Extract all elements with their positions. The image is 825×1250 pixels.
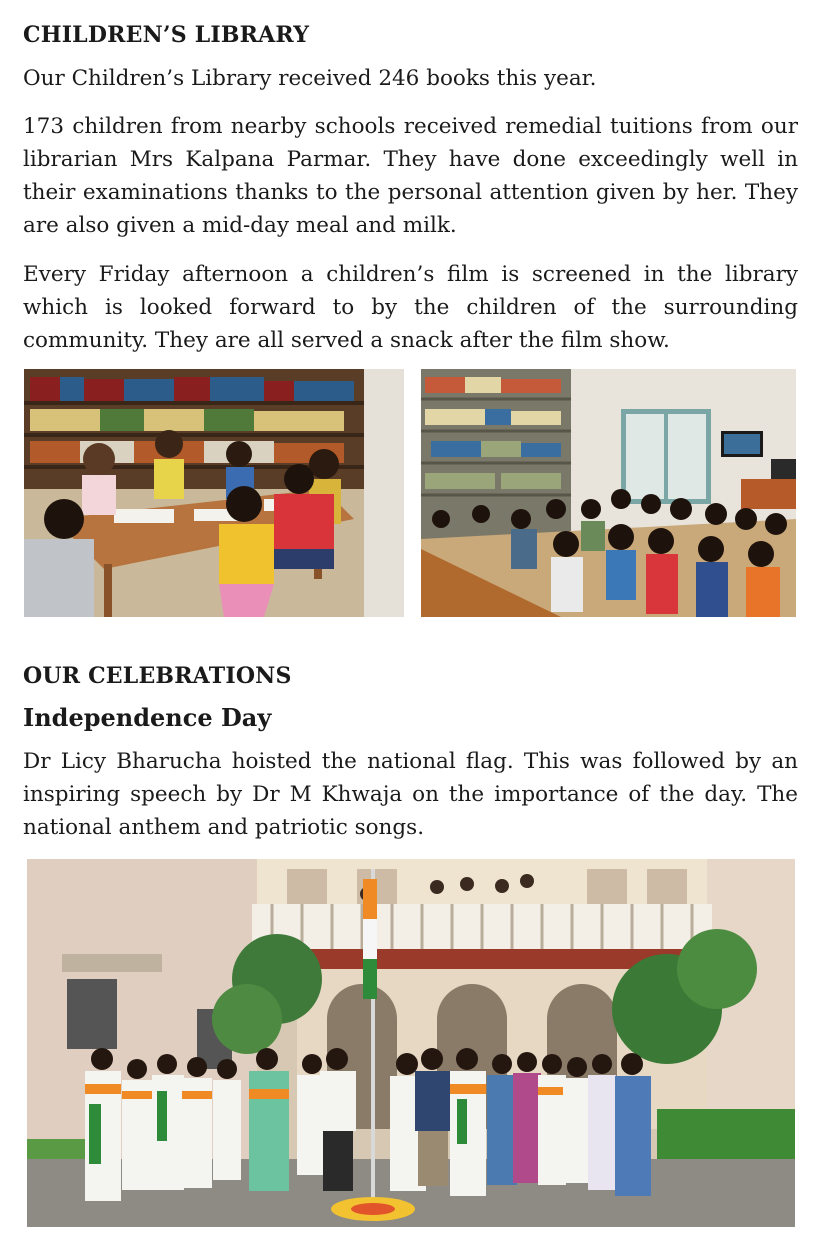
- section-heading-childrens-library: CHILDREN’S LIBRARY: [23, 22, 310, 48]
- independence-day-paragraph: Dr Licy Bharucha hoisted the national flag. This was followed by an inspiring speech by Dr M Khwaja on the importance of the day. The national anthem and patriotic songs.: [23, 749, 798, 840]
- flag-hoisting-photo: [27, 859, 795, 1227]
- library-reading-photo: [24, 369, 404, 617]
- library-paragraph-1: Our Children’s Library received 246 books this year.: [23, 66, 597, 91]
- library-paragraph-3: Every Friday afternoon a children’s film is screened in the library which is looked forward to by the children of the surrounding community. They are all served a snack after the film show.: [23, 262, 798, 353]
- library-paragraph-2: 173 children from nearby schools received remedial tuitions from our librarian Mrs Kalpana Parmar. They have done exceedingly well in their examinations thanks to the personal attention given by her. They are also given a mid-day meal and milk.: [23, 114, 798, 238]
- library-film-screening-photo: [421, 369, 796, 617]
- section-heading-our-celebrations: OUR CELEBRATIONS: [23, 663, 292, 689]
- subheading-independence-day: Independence Day: [23, 703, 272, 732]
